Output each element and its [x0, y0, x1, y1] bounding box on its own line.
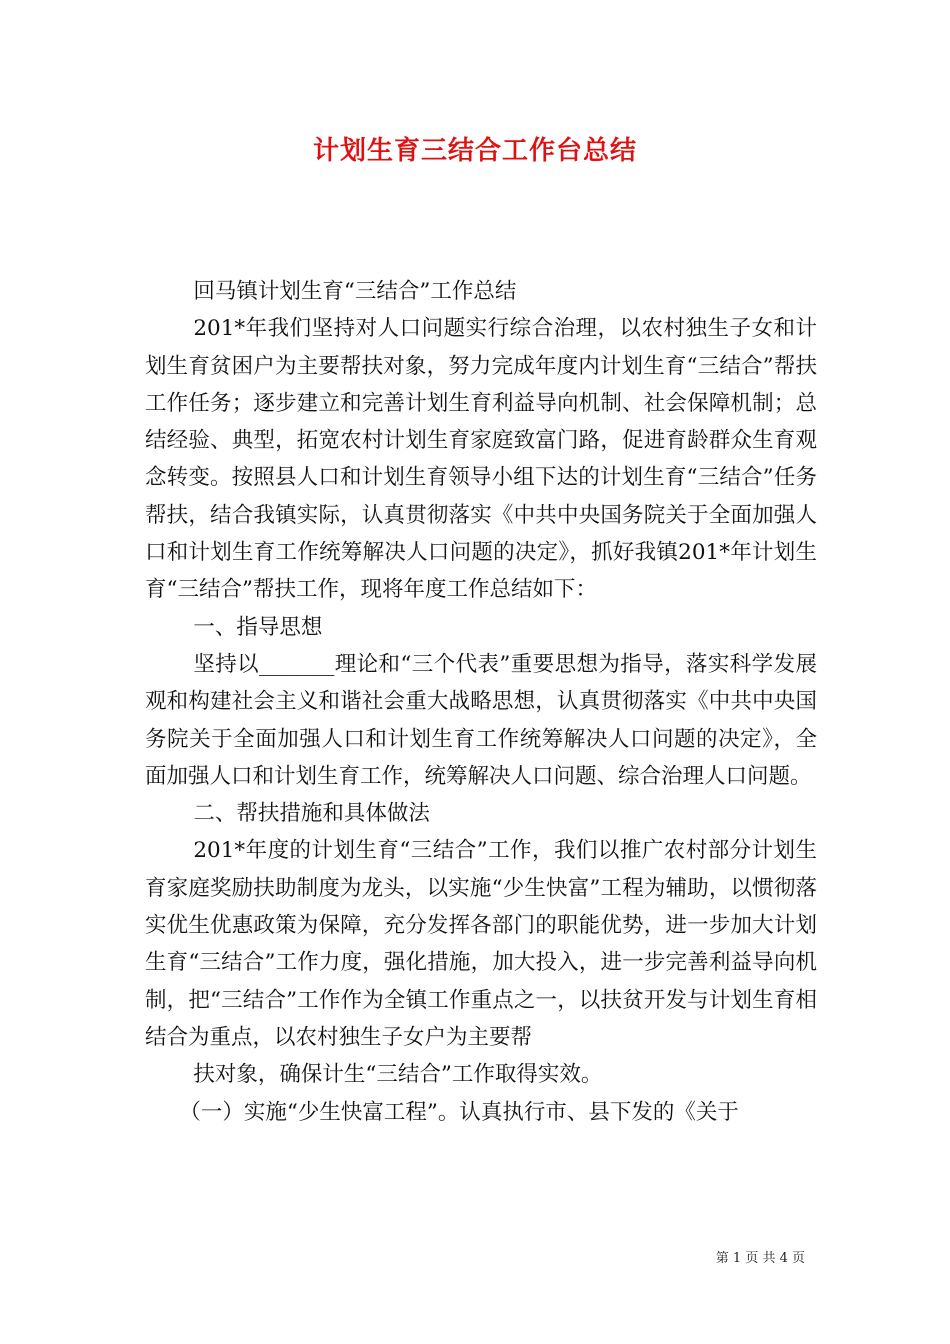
section-heading-2: 二、帮扶措施和具体做法	[193, 801, 430, 827]
measures-paragraph: 201*年度的计划生育“三结合”工作，我们以推广农村部分计划生育家庭奖励扶助制度为龙头，以实施“少生快富”工程为辅助，以惯彻落实优生优惠政策为保障，充分发挥各部门的职能优势，进一步加大计划生育“三结合”工作力度，强化措施，加大投入，进一步完善利益导向机制，把“三结合”工作作为全镇工作重点之一，以扶贫开发与计划生育相结合为重点，以农村独生子女户为主要帮	[145, 838, 817, 1050]
section-heading-1: 一、指导思想	[193, 614, 323, 640]
document-title: 计划生育三结合工作台总结	[312, 136, 637, 166]
subtitle-paragraph: 回马镇计划生育“三结合”工作总结	[193, 279, 517, 304]
intro-paragraph: 201*年我们坚持对人口问题实行综合治理，以农村独生子女和计划生育贫困户为主要帮扶对象，努力完成年度内计划生育“三结合”帮扶工作任务；逐步建立和完善计划生育利益导向机制、社会保障机制；总结经验、典型，拓宽农村计划生育家庭致富门路，促进育龄群众生育观念转变。按照县人口和计划生育领导小组下达的计划生育“三结合”任务帮扶，结合我镇实际，认真贯彻落实《中共中央国务院关于全面加强人口和计划生育工作统筹解决人口问题的决定》，抓好我镇201*年计划生育“三结合”帮扶工作，现将年度工作总结如下：	[145, 316, 817, 603]
guiding-thought-paragraph: 坚持以_______理论和“三个代表”重要思想为指导，落实科学发展观和构建社会主义和谐社会重大战略思想，认真贯彻落实《中共中央国务院关于全面加强人口和计划生育工作统筹解决人口问题的决定》，全面加强人口和计划生育工作，统筹解决人口问题、综合治理人口问题。	[145, 651, 817, 789]
subsection-1-paragraph: （一）实施“少生快富工程”。认真执行市、县下发的《关于	[179, 1099, 739, 1125]
page-number-footer: 第 1 页 共 4 页	[715, 1251, 805, 1266]
document-body	[145, 273, 817, 1131]
measures-continuation: 扶对象，确保计生“三结合”工作取得实效。	[193, 1062, 603, 1088]
